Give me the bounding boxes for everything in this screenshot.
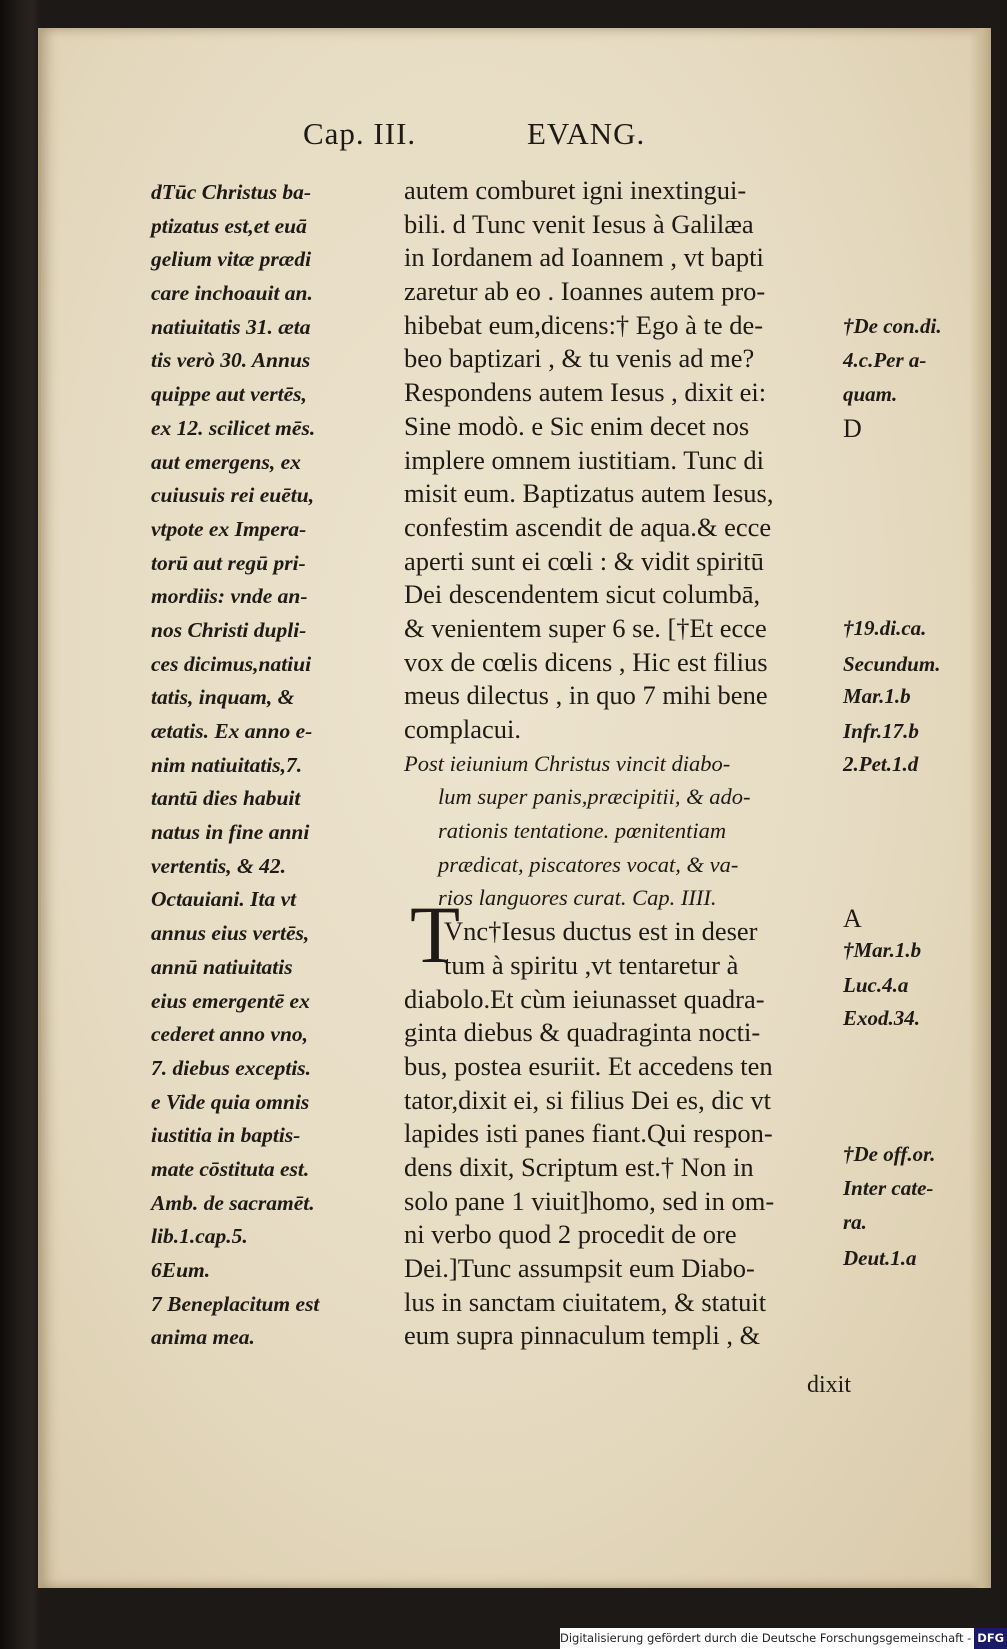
text-line: lus in sanctam ciuitatem, & statuit — [404, 1286, 767, 1317]
gloss-line: ætatis. Ex anno e- — [151, 719, 313, 743]
gloss-line: mate cōstituta est. — [151, 1156, 310, 1181]
margin-note: Secundum. — [843, 652, 941, 676]
gloss-line: mordiis: vnde an- — [151, 584, 308, 609]
gloss-line: Octauiani. Ita vt — [151, 887, 297, 912]
header-chapter: Cap. III. — [303, 116, 417, 151]
gloss-line: quippe aut vertēs, — [151, 382, 307, 407]
text-line: aperti sunt ei cœli : & vidit spiritū — [404, 545, 764, 576]
margin-note: quam. — [843, 382, 898, 406]
chapter-summary-line: prædicat, piscatores vocat, & va- — [438, 851, 739, 877]
text-line: lapides isti panes fiant.Qui respon- — [404, 1118, 773, 1149]
margin-note: Deut.1.a — [843, 1246, 917, 1270]
margin-note: †De con.di. — [843, 314, 942, 338]
text-line: Sine modò. e Sic enim decet nos — [404, 410, 750, 441]
text-line: complacui. — [404, 714, 521, 744]
credit-text: Digitalisierung gefördert durch die Deutsche Forschungsgemeinschaft - — [560, 1631, 972, 1645]
text-line: ginta diebus & quadraginta nocti- — [404, 1017, 761, 1048]
gloss-line: vtpote ex Impera- — [151, 516, 307, 541]
text-line: solo pane 1 viuit]homo, sed in om- — [404, 1185, 775, 1216]
text-line: bus, postea esuriit. Et accedens ten — [404, 1050, 773, 1081]
gloss-line: torū aut regū pri- — [151, 550, 306, 575]
margin-note: Luc.4.a — [843, 973, 909, 997]
gloss-line: aut emergens, ex — [151, 449, 301, 474]
gloss-line: ex 12. scilicet mēs. — [151, 415, 316, 440]
margin-note: Exod.34. — [843, 1006, 921, 1030]
chapter-summary-line: rios languores curat. Cap. IIII. — [438, 885, 717, 911]
gloss-line: tantū dies habuit — [151, 786, 301, 811]
margin-note: †19.di.ca. — [843, 616, 927, 640]
gloss-line: gelium vitæ prædi — [151, 247, 312, 272]
text-line: meus dilectus , in quo 7 mihi bene — [404, 680, 768, 711]
gloss-line: tatis, inquam, & — [151, 685, 295, 710]
margin-note: †Mar.1.b — [843, 938, 922, 962]
text-line: hibebat eum,dicens:† Ego à te de- — [404, 309, 764, 340]
gloss-line: 6Eum. — [151, 1258, 211, 1282]
gloss-line: ces dicimus,natiui — [151, 651, 312, 676]
gloss-line: dTūc Christus ba- — [151, 180, 312, 204]
text-line: ni verbo quod 2 procedit de ore — [404, 1219, 737, 1250]
gloss-line: annus eius vertēs, — [151, 921, 310, 946]
gloss-line: ptizatus est,et euā — [151, 213, 307, 238]
gloss-line: nim natiuitatis,7. — [151, 752, 303, 777]
gloss-line: 7. diebus exceptis. — [151, 1055, 312, 1080]
text-line: & venientem super 6 se. [†Et ecce — [404, 612, 767, 643]
text-line: bili. d Tunc venit Iesus à Galilæa — [404, 208, 754, 239]
text-line: dens dixit, Scriptum est.† Non in — [404, 1151, 754, 1182]
gloss-line: iustitia in baptis- — [151, 1123, 301, 1148]
gloss-column — [151, 176, 411, 1355]
text-line: beo baptizari , & tu venis ad me? — [404, 343, 755, 374]
gloss-line: nos Christi dupli- — [151, 617, 307, 642]
gloss-line: eius emergentē ex — [151, 988, 310, 1013]
margin-note: Inter cate- — [843, 1176, 934, 1200]
header-title: EVANG. — [527, 116, 646, 151]
gloss-line: e Vide quia omnis — [151, 1089, 310, 1114]
text-line: confestim ascendit de aqua.& ecce — [404, 511, 772, 542]
margin-note: Mar.1.b — [843, 684, 911, 708]
text-line: Respondens autem Iesus , dixit ei: — [404, 377, 767, 408]
gloss-line: lib.1.cap.5. — [151, 1224, 248, 1249]
text-line: in Iordanem ad Ioannem , vt bapti — [404, 242, 764, 273]
gloss-line: cuiusuis rei euētu, — [151, 483, 315, 508]
text-line: misit eum. Baptizatus autem Iesus, — [404, 478, 774, 509]
chapter-summary-line: Post ieiunium Christus vincit diabo- — [404, 750, 731, 776]
gloss-line: tis verò 30. Annus — [151, 348, 311, 373]
section-letter: A — [843, 904, 862, 933]
chapter-summary-line: rationis tentatione. pœnitentiam — [438, 818, 727, 844]
gloss-line: annū natiuitatis — [151, 954, 293, 979]
gloss-line: natiuitatis 31. æta — [151, 314, 311, 339]
margin-note: 4.c.Per a- — [843, 348, 927, 372]
chapter-summary-line: lum super panis,præcipitii, & ado- — [438, 784, 751, 810]
running-header — [41, 116, 991, 166]
text-line: diabolo.Et cùm ieiunasset quadra- — [404, 983, 765, 1014]
gloss-line: Amb. de sacramēt. — [151, 1190, 315, 1215]
gloss-line: anima mea. — [151, 1325, 255, 1350]
text-line: autem comburet igni inextingui- — [404, 175, 747, 205]
text-line: Vnc†Iesus ductus est in deser — [444, 916, 758, 947]
section-letter: D — [843, 414, 862, 443]
page-edge — [969, 28, 991, 1588]
text-line: tum à spiritu ,vt tentaretur à — [444, 949, 739, 980]
book-page — [38, 28, 991, 1588]
gloss-line: natus in fine anni — [151, 820, 310, 845]
text-line: Dei descendentem sicut columbā, — [404, 579, 761, 610]
margin-note: ra. — [843, 1210, 867, 1234]
main-text-column — [404, 174, 844, 1353]
text-line: vox de cœlis dicens , Hic est filius — [404, 646, 768, 677]
text-line: implere omnem iustitiam. Tunc di — [404, 444, 764, 475]
digitization-credit — [560, 1628, 1005, 1649]
text-line: tator,dixit ei, si filius Dei es, dic vt — [404, 1084, 771, 1115]
margin-note: †De off.or. — [843, 1142, 936, 1166]
dfg-logo: DFG — [974, 1628, 1007, 1649]
gloss-line: care inchoauit an. — [151, 281, 313, 306]
margin-note: Infr.17.b — [843, 719, 919, 743]
text-line: zaretur ab eo . Ioannes autem pro- — [404, 276, 766, 307]
catchword: dixit — [807, 1372, 852, 1398]
gloss-line: cederet anno vno, — [151, 1022, 309, 1047]
text-line: eum supra pinnaculum templi , & — [404, 1320, 761, 1351]
margin-note: 2.Pet.1.d — [843, 752, 919, 776]
gloss-line: vertentis, & 42. — [151, 853, 286, 878]
text-line: Dei.]Tunc assumpsit eum Diabo- — [404, 1253, 755, 1283]
gloss-line: 7 Beneplacitum est — [151, 1291, 320, 1316]
drop-capital: T — [410, 889, 461, 980]
